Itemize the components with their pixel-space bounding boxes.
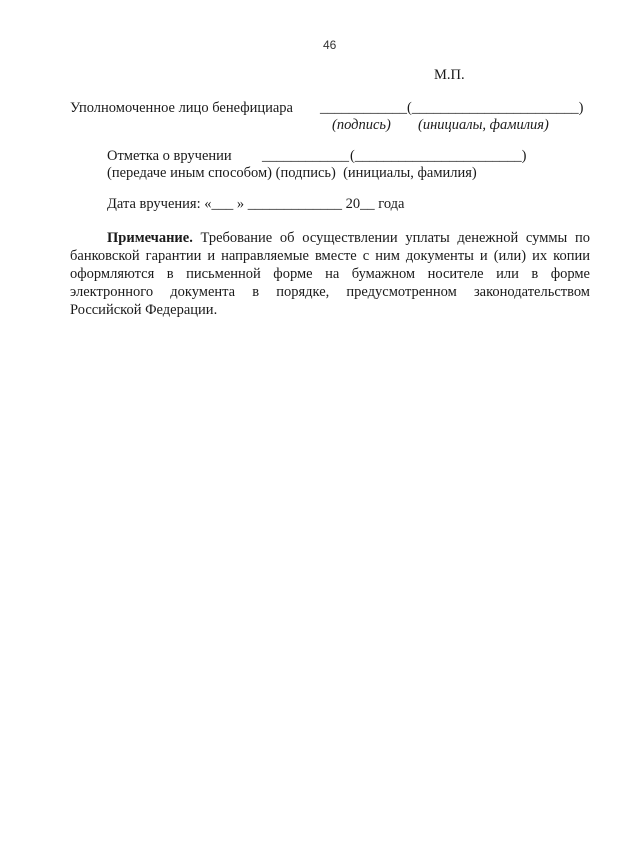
page-number: 46: [323, 38, 337, 52]
stamp-place-label: М.П.: [434, 67, 465, 83]
authorized-person-signature-caption: (подпись): [332, 117, 391, 133]
delivery-mark-name-blank: (_______________________): [350, 148, 527, 164]
note-body: Требование об осуществлении уплаты денежной суммы по банковской гарантии и направляемые вместе с ним документы и (или) их копии оформляются в письменной форме на бумажном носителе или в форме электронного документа в порядке, предусмотренном законодательством Российской Федерации.: [70, 230, 590, 318]
authorized-person-name-caption: (инициалы, фамилия): [418, 117, 549, 133]
delivery-mark-label: Отметка о вручении: [107, 148, 232, 164]
authorized-person-label: Уполномоченное лицо бенефициара: [70, 100, 293, 116]
delivery-mark-caption-line: (передаче иным способом) (подпись) (инициалы, фамилия): [107, 165, 477, 181]
authorized-person-name-blank: (_______________________): [407, 100, 584, 116]
delivery-date-line: Дата вручения: «___ » _____________ 20__ года: [107, 196, 405, 212]
delivery-mark-signature-blank: ____________: [262, 148, 349, 164]
note-paragraph: [70, 229, 590, 319]
authorized-person-signature-blank: ____________: [320, 100, 407, 116]
note-title: Примечание.: [107, 230, 193, 246]
